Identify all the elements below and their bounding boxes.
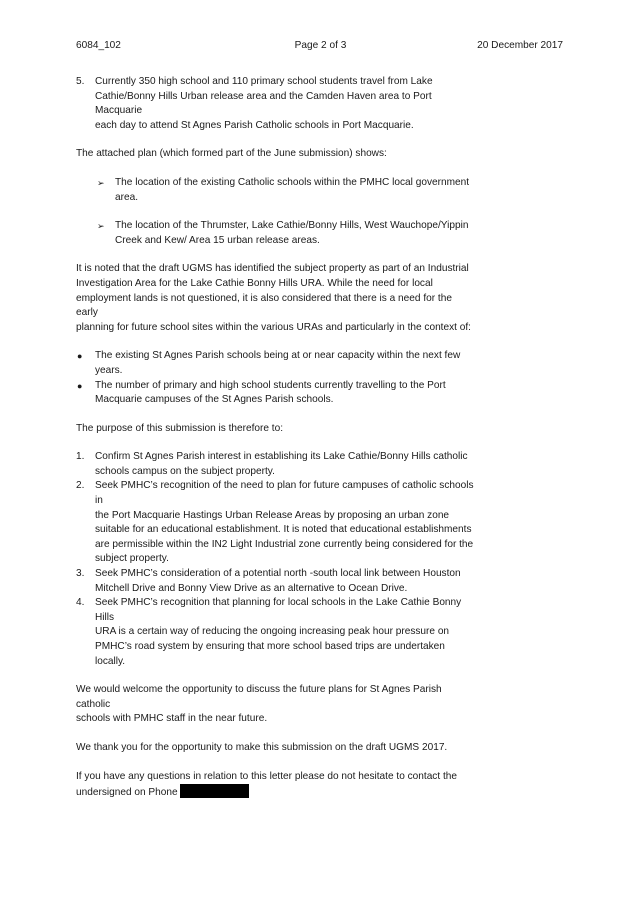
bullet-list-item xyxy=(76,349,476,378)
phone-label: undersigned on Phone xyxy=(76,787,178,799)
text-line: URA is a certain way of reducing the ongoing increasing peak hour pressure on xyxy=(95,626,450,638)
point-number: 4. xyxy=(76,597,85,609)
point-number: 3. xyxy=(76,568,85,580)
thanks-paragraph: We thank you for the opportunity to make this submission on the draft UGMS 2017. xyxy=(76,741,448,753)
page-header xyxy=(0,39,641,53)
redacted-phone-number xyxy=(180,784,249,798)
text-line: the Port Macquarie Hastings Urban Release Areas by proposing an urban zone xyxy=(95,509,450,521)
text-line: each day to attend St Agnes Parish Catholic schools in Port Macquarie. xyxy=(95,119,414,131)
text-line: area. xyxy=(115,191,139,203)
attached-plan-intro: The attached plan (which formed part of the June submission) shows: xyxy=(76,148,387,160)
text-line: schools campus on the subject property. xyxy=(95,465,275,477)
document-date: 20 December 2017 xyxy=(477,40,563,51)
text-line: Creek and Kew/ Area 15 urban release areas. xyxy=(115,234,320,246)
text-line: Cathie/Bonny Hills Urban release area and the Camden Haven area to Port Macquarie xyxy=(95,90,432,117)
text-line: Seek PMHC’s recognition of the need to plan for future campuses of catholic schools in xyxy=(95,480,474,507)
purpose-item-2 xyxy=(76,479,476,567)
text-line: We would welcome the opportunity to discuss the future plans for St Agnes Parish catholic xyxy=(76,684,442,710)
contact-paragraph xyxy=(76,770,476,801)
text-line: The number of primary and high school students currently travelling to the Port xyxy=(95,379,446,391)
point-number: 2. xyxy=(76,480,85,492)
text-line: The location of the existing Catholic schools within the PMHC local government xyxy=(115,176,470,188)
page-number: Page 2 of 3 xyxy=(294,40,347,51)
bullet-list-item xyxy=(76,379,476,408)
text-line: suitable for an educational establishment. It is noted that educational establishments xyxy=(95,524,472,536)
text-line: years. xyxy=(95,364,123,376)
text-line: Macquarie campuses of the St Agnes Parish schools. xyxy=(95,394,334,406)
arrow-bullet-icon: ➢ xyxy=(97,177,105,188)
bullet-dot-icon: ● xyxy=(77,351,83,362)
bullet-dot-icon: ● xyxy=(77,380,83,391)
text-line: schools with PMHC staff in the near future. xyxy=(76,713,268,725)
text-line: Seek PMHC’s recognition that planning for local schools in the Lake Cathie Bonny Hills xyxy=(95,597,462,623)
text-line: If you have any questions in relation to this letter please do not hesitate to contact the xyxy=(76,770,457,782)
document-reference: 6084_102 xyxy=(76,40,121,51)
text-line-with-redaction xyxy=(76,784,476,801)
text-line: are permissible within the IN2 Light Industrial zone currently being considered for the xyxy=(95,538,474,550)
letter-body xyxy=(76,75,476,801)
point-number: 1. xyxy=(76,451,85,463)
purpose-intro: The purpose of this submission is therefore to: xyxy=(76,422,284,434)
text-line: subject property. xyxy=(95,553,169,565)
arrow-list-item xyxy=(76,219,476,248)
text-line: Mitchell Drive and Bonny View Drive as an alternative to Ocean Drive. xyxy=(95,582,408,594)
text-line: Currently 350 high school and 110 primary school students travel from Lake xyxy=(95,76,433,87)
purpose-item-3 xyxy=(76,567,476,596)
arrow-bullet-icon: ➢ xyxy=(97,221,105,232)
arrow-list-item xyxy=(76,176,476,205)
text-line: Confirm St Agnes Parish interest in establishing its Lake Cathie/Bonny Hills catholic xyxy=(95,451,468,463)
draft-ugms-paragraph xyxy=(76,262,476,335)
purpose-item-1 xyxy=(76,450,476,479)
purpose-item-4 xyxy=(76,596,476,669)
text-line: planning for future school sites within the various URAs and particularly in the context of: xyxy=(76,321,471,333)
text-line: The location of the Thrumster, Lake Cathie/Bonny Hills, West Wauchope/Yippin xyxy=(115,220,469,232)
point-number: 5. xyxy=(76,76,85,87)
text-line: It is noted that the draft UGMS has identified the subject property as part of an Industrial xyxy=(76,263,469,275)
text-line: Investigation Area for the Lake Cathie Bonny Hills URA. While the need for local xyxy=(76,277,433,289)
text-line: The existing St Agnes Parish schools being at or near capacity within the next few xyxy=(95,350,461,362)
text-line: Seek PMHC’s consideration of a potential north -south local link between Houston xyxy=(95,568,461,580)
numbered-point-5 xyxy=(76,75,476,133)
text-line: PMHC’s road system by ensuring that more school based trips are undertaken locally. xyxy=(95,641,445,667)
welcome-paragraph xyxy=(76,683,476,727)
text-line: employment lands is not questioned, it is also considered that there is a need for the early xyxy=(76,292,452,319)
